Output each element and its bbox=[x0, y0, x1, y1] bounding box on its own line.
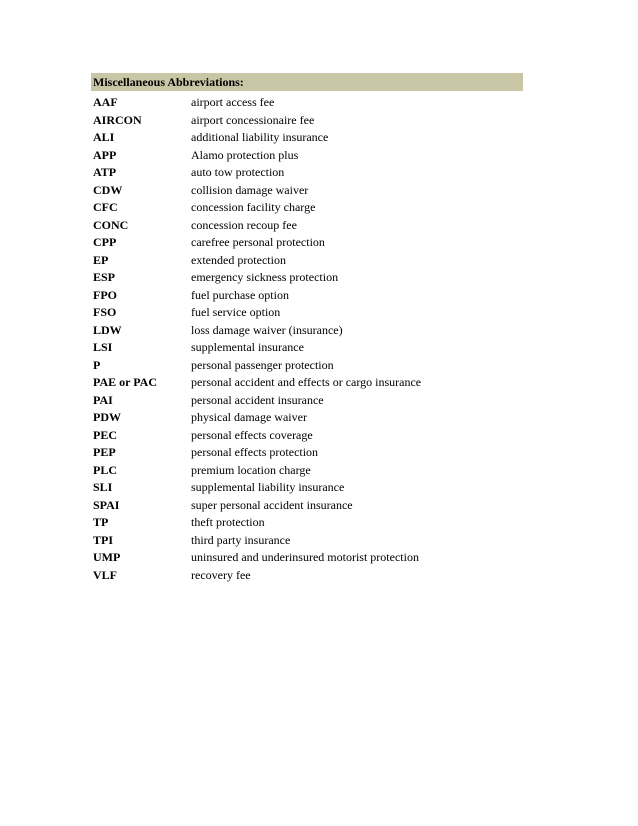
table-row bbox=[91, 234, 523, 252]
table-row bbox=[91, 164, 523, 182]
abbreviation-term: VLF bbox=[93, 567, 117, 582]
abbreviation-meaning: super personal accident insurance bbox=[191, 497, 353, 512]
table-row bbox=[91, 199, 523, 217]
table-row bbox=[91, 374, 523, 392]
abbreviation-term: P bbox=[93, 357, 101, 372]
abbreviation-meaning: collision damage waiver bbox=[191, 182, 309, 197]
table-row bbox=[91, 514, 523, 532]
abbreviation-meaning: premium location charge bbox=[191, 462, 311, 477]
abbreviation-meaning: additional liability insurance bbox=[191, 130, 329, 144]
abbreviation-meaning: loss damage waiver (insurance) bbox=[191, 322, 343, 337]
abbreviation-meaning: personal accident insurance bbox=[191, 392, 324, 407]
table-row bbox=[91, 462, 523, 480]
abbreviation-term: EP bbox=[93, 252, 109, 267]
abbreviation-meaning: emergency sickness protection bbox=[191, 270, 339, 284]
table-row bbox=[91, 427, 523, 445]
table-row bbox=[91, 357, 523, 375]
table-row bbox=[91, 339, 523, 357]
abbreviation-meaning: fuel service option bbox=[191, 305, 281, 319]
abbreviation-term: CDW bbox=[93, 182, 123, 197]
abbreviation-term: TPI bbox=[93, 532, 114, 547]
abbreviation-term: PEC bbox=[93, 427, 117, 442]
abbreviation-term: PDW bbox=[93, 410, 121, 424]
table-row bbox=[91, 252, 523, 270]
abbreviation-term: CONC bbox=[93, 217, 129, 232]
abbreviation-term: CFC bbox=[93, 200, 118, 214]
abbreviation-meaning: concession facility charge bbox=[191, 200, 316, 214]
abbreviation-term: CPP bbox=[93, 235, 117, 249]
abbreviation-term: AIRCON bbox=[93, 112, 142, 127]
table-row bbox=[91, 129, 523, 147]
table-row bbox=[91, 549, 523, 567]
abbreviation-meaning: physical damage waiver bbox=[191, 410, 307, 424]
abbreviation-term: SPAI bbox=[93, 497, 120, 512]
abbreviation-term: SLI bbox=[93, 480, 113, 494]
abbreviation-term: PAE or PAC bbox=[93, 375, 157, 389]
abbreviation-meaning: personal effects coverage bbox=[191, 427, 313, 442]
table-row bbox=[91, 269, 523, 287]
abbreviation-term: FSO bbox=[93, 305, 117, 319]
abbreviation-meaning: personal passenger protection bbox=[191, 357, 334, 372]
abbreviation-term: ESP bbox=[93, 270, 116, 284]
abbreviation-term: ALI bbox=[93, 130, 115, 144]
table-row bbox=[91, 94, 523, 112]
abbreviation-term: LDW bbox=[93, 322, 122, 337]
table-row bbox=[91, 112, 523, 130]
abbreviation-term: APP bbox=[93, 147, 117, 162]
table-row bbox=[91, 182, 523, 200]
abbreviation-term: ATP bbox=[93, 165, 117, 179]
abbreviation-meaning: theft protection bbox=[191, 515, 265, 529]
table-row bbox=[91, 304, 523, 322]
abbreviation-meaning: recovery fee bbox=[191, 567, 251, 582]
abbreviation-meaning: supplemental insurance bbox=[191, 340, 304, 354]
abbreviation-meaning: airport access fee bbox=[191, 95, 275, 109]
abbreviation-term: UMP bbox=[93, 550, 121, 564]
abbreviation-term: AAF bbox=[93, 95, 118, 109]
table-row bbox=[91, 567, 523, 585]
abbreviation-meaning: uninsured and underinsured motorist protection bbox=[191, 550, 419, 564]
table-row bbox=[91, 287, 523, 305]
abbreviation-meaning: carefree personal protection bbox=[191, 235, 325, 249]
abbreviation-meaning: extended protection bbox=[191, 252, 286, 267]
abbreviation-term: PLC bbox=[93, 462, 117, 477]
abbreviation-meaning: personal effects protection bbox=[191, 445, 319, 459]
abbreviation-meaning: auto tow protection bbox=[191, 165, 285, 179]
table-row bbox=[91, 479, 523, 497]
abbreviation-meaning: concession recoup fee bbox=[191, 217, 297, 232]
abbreviation-list bbox=[91, 94, 523, 584]
abbreviation-meaning: airport concessionaire fee bbox=[191, 112, 315, 127]
table-row bbox=[91, 497, 523, 515]
abbreviation-meaning: fuel purchase option bbox=[191, 287, 289, 302]
abbreviations-table bbox=[91, 73, 523, 584]
abbreviation-term: LSI bbox=[93, 340, 113, 354]
abbreviation-term: PAI bbox=[93, 392, 113, 407]
table-row bbox=[91, 147, 523, 165]
abbreviation-meaning: Alamo protection plus bbox=[191, 147, 299, 162]
table-row bbox=[91, 532, 523, 550]
table-row bbox=[91, 409, 523, 427]
abbreviation-meaning: third party insurance bbox=[191, 532, 291, 547]
table-row bbox=[91, 322, 523, 340]
section-header: Miscellaneous Abbreviations: bbox=[91, 73, 523, 91]
abbreviation-meaning: supplemental liability insurance bbox=[191, 480, 345, 494]
abbreviation-term: FPO bbox=[93, 287, 117, 302]
abbreviation-term: TP bbox=[93, 515, 109, 529]
abbreviation-term: PEP bbox=[93, 445, 116, 459]
table-row bbox=[91, 392, 523, 410]
table-row bbox=[91, 444, 523, 462]
abbreviation-meaning: personal accident and effects or cargo insurance bbox=[191, 375, 422, 389]
table-row bbox=[91, 217, 523, 235]
